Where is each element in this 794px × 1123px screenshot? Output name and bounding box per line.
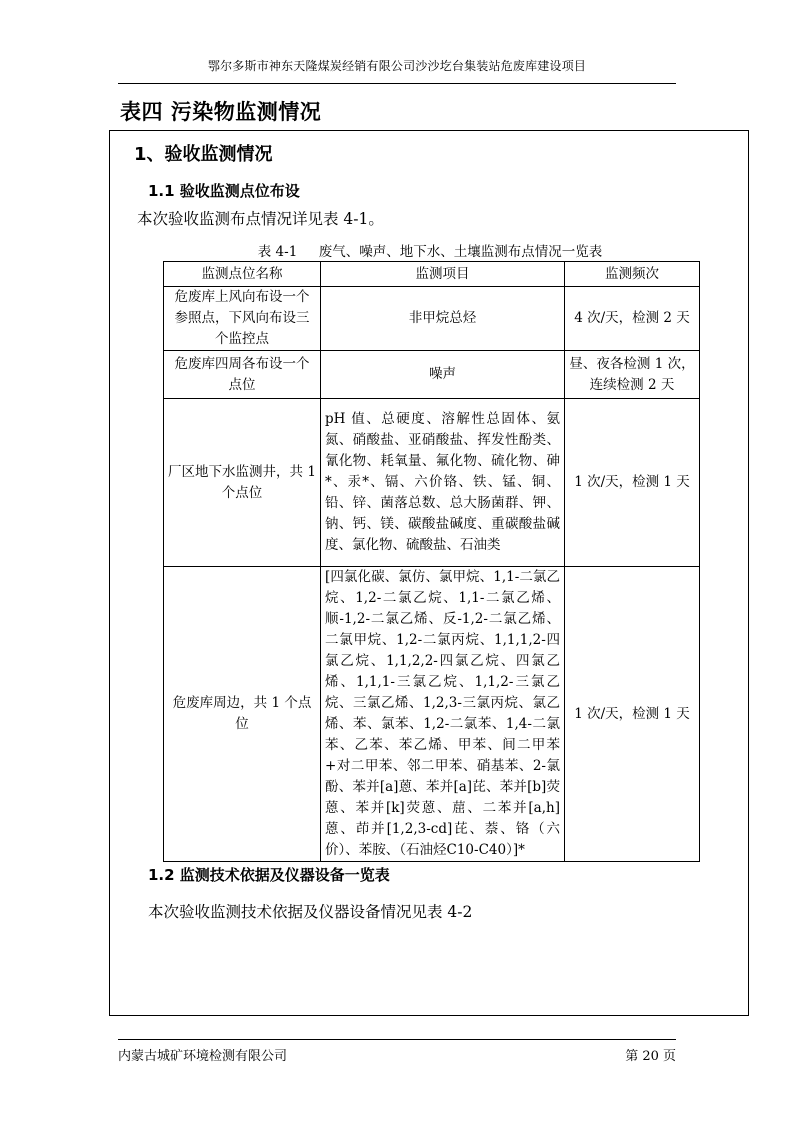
footer-company: 内蒙古城矿环境检测有限公司 (118, 1049, 288, 1064)
table-row (164, 287, 700, 351)
cell-items: pH 值、总硬度、溶解性总固体、氨氮、硝酸盐、亚硝酸盐、挥发性酚类、氰化物、耗氧量、氟化物、硫化物、砷*、汞*、镉、六价铬、铁、锰、铜、铅、锌、菌落总数、总大肠菌群、钾、钠、钙、镁、碳酸盐碱度、重碳酸盐碱度、氯化物、硫酸盐、石油类 (321, 399, 565, 567)
cell-frequency: 4 次/天，检测 2 天 (565, 287, 700, 351)
cell-location: 危废库四周各布设一个点位 (164, 351, 321, 399)
cell-items: [四氯化碳、氯仿、氯甲烷、1,1-二氯乙烷、1,2-二氯乙烷、1,1-二氯乙烯、顺-1,2-二氯乙烯、反-1,2-二氯乙烯、二氯甲烷、1,2-二氯丙烷、1,1,1,2-四氯乙烷、1,1,2,2-四氯乙烷、四氯乙烯、1,1,1-三氯乙烷、1,1,2-三氯乙烷、三氯乙烯、1,2,3-三氯丙烷、氯乙烯、苯、氯苯、1,2-二氯苯、1,4-二氯苯、乙苯、苯乙烯、甲苯、间二甲苯+对二甲苯、邻二甲苯、硝基苯、2-氯酚、苯并[a]蒽、苯并[a]芘、苯并[b]荧蒽、苯并[k]荧蒽、䓛、二苯并[a,h]蒽、茚并[1,2,3-cd]芘、萘、铬（六价）、苯胺、（石油烃C10-C40）]* (321, 567, 565, 862)
running-header: 鄂尔多斯市神东天隆煤炭经销有限公司沙沙圪台集装站危废库建设项目 (207, 59, 587, 73)
header-rule (118, 83, 676, 84)
header-frequency: 监测频次 (565, 262, 700, 287)
header-location: 监测点位名称 (164, 262, 321, 287)
cell-location: 厂区地下水监测井，共 1 个点位 (164, 399, 321, 567)
cell-location: 危废库周边，共 1 个点位 (164, 567, 321, 862)
section-1-heading: 1、验收监测情况 (134, 144, 273, 165)
table-row (164, 351, 700, 399)
section-1-1-heading: 1.1 验收监测点位布设 (148, 182, 300, 200)
cell-frequency: 1 次/天，检测 1 天 (565, 399, 700, 567)
section-1-2-heading: 1.2 监测技术依据及仪器设备一览表 (148, 866, 390, 884)
section-1-1-text: 本次验收监测布点情况详见表 4-1。 (137, 210, 384, 228)
table-row (164, 567, 700, 862)
table-header-row (164, 262, 700, 287)
header-items: 监测项目 (321, 262, 565, 287)
cell-items: 噪声 (321, 351, 565, 399)
monitoring-table (163, 261, 700, 862)
cell-location: 危废库上风向布设一个参照点，下风向布设三个监控点 (164, 287, 321, 351)
chapter-title: 表四 污染物监测情况 (120, 100, 322, 124)
cell-frequency: 昼、夜各检测 1 次，连续检测 2 天 (565, 351, 700, 399)
footer-rule (118, 1039, 676, 1040)
cell-frequency: 1 次/天，检测 1 天 (565, 567, 700, 862)
table-caption: 表 4-1 废气、噪声、地下水、土壤监测布点情况一览表 (257, 244, 603, 260)
page-number: 第 20 页 (625, 1049, 676, 1064)
cell-items: 非甲烷总烃 (321, 287, 565, 351)
table-row (164, 399, 700, 567)
section-1-2-text: 本次验收监测技术依据及仪器设备情况见表 4-2 (148, 903, 473, 921)
